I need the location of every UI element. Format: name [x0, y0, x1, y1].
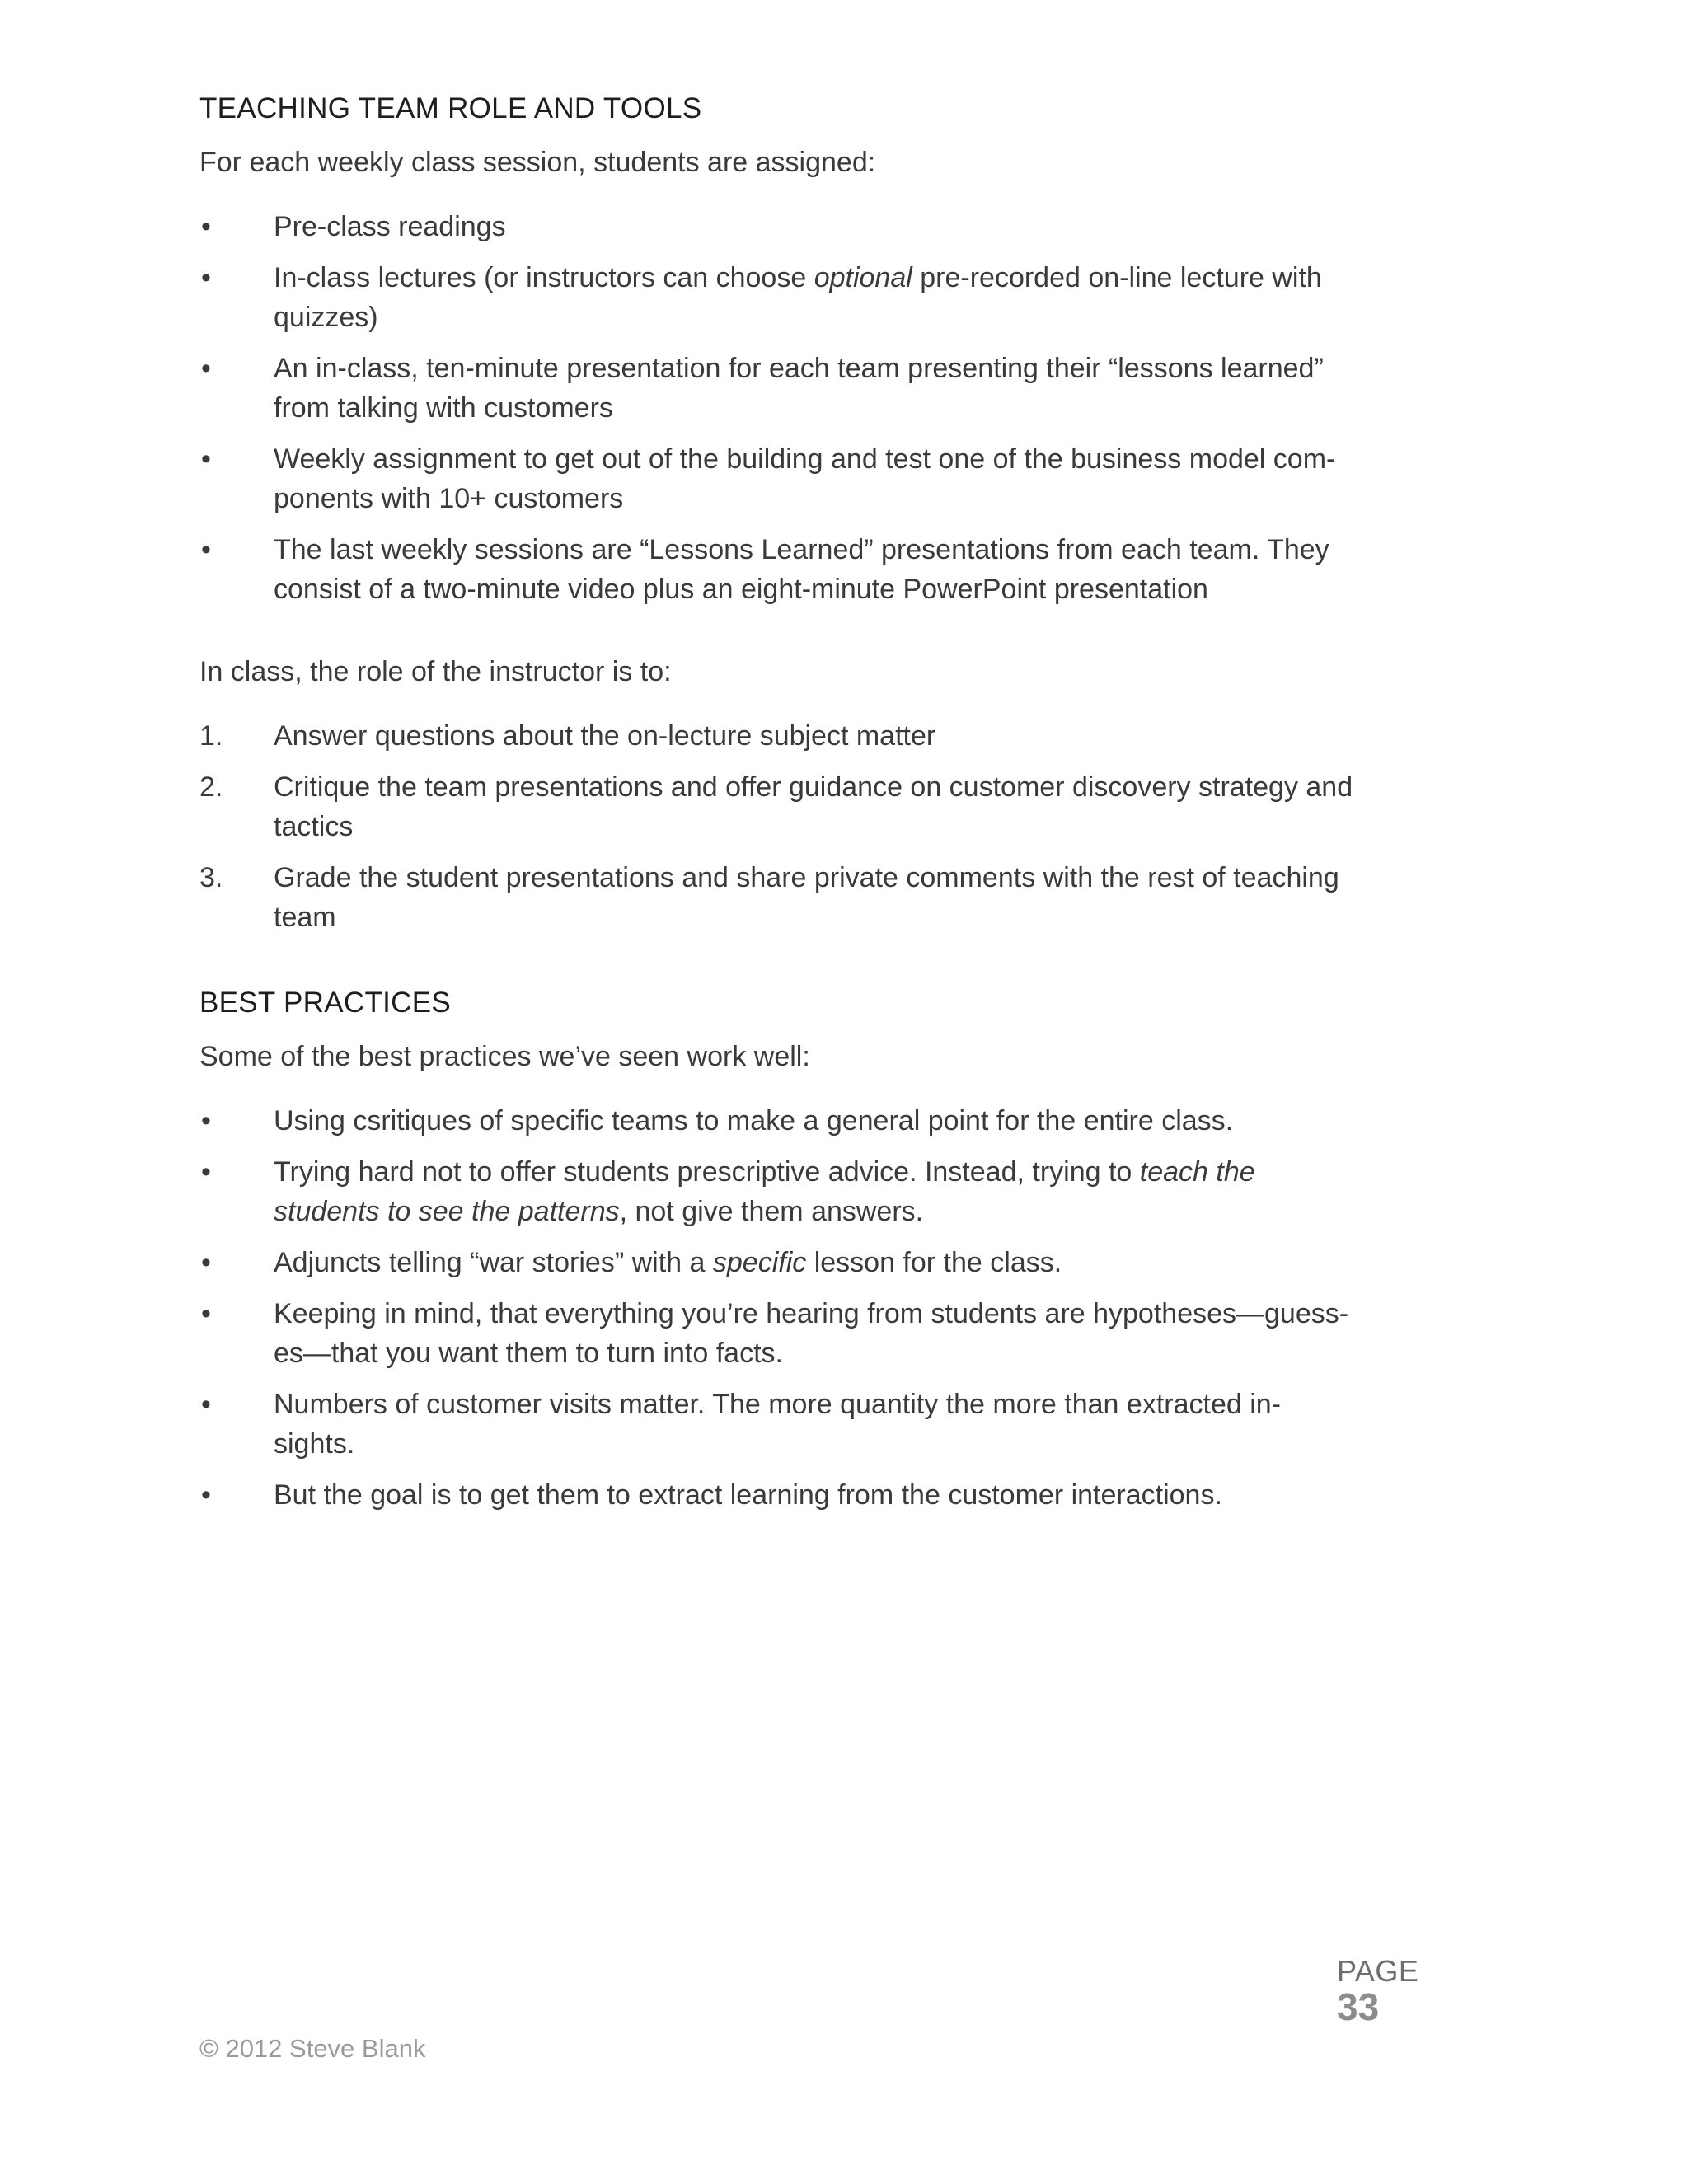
bullet-list-best-practices — [199, 1101, 1353, 1515]
bullet-marker: • — [201, 1298, 211, 1329]
list-item — [199, 207, 1353, 246]
page-label: PAGE — [1337, 1954, 1419, 1988]
list-item-text — [274, 211, 506, 242]
bullet-marker: • — [201, 1156, 211, 1188]
list-item-text — [274, 1105, 1233, 1137]
list-item-text: Answer questions about the on-lecture subject matter — [274, 720, 936, 752]
list-item-text — [274, 1247, 1062, 1278]
list-item-text — [274, 534, 1329, 605]
list-number: 2. — [199, 771, 223, 803]
text-run: pre-recorded on-line lecture with quizzes) — [274, 262, 1322, 333]
list-number: 1. — [199, 720, 223, 752]
text-run: Trying hard not to offer students prescriptive advice. Instead, trying to — [274, 1156, 1140, 1188]
copyright-notice: © 2012 Steve Blank — [199, 2034, 426, 2063]
list-item — [199, 858, 1353, 937]
list-item — [199, 1152, 1353, 1231]
list-item — [199, 716, 1353, 756]
list-item — [199, 1101, 1353, 1141]
text-run: Numbers of customer visits matter. The more quantity the more than extracted in-sights. — [274, 1389, 1281, 1460]
list-number: 3. — [199, 862, 223, 893]
spacer — [199, 621, 1353, 652]
list-item — [199, 1475, 1353, 1515]
list-item — [199, 1243, 1353, 1282]
list-item-text — [274, 1479, 1222, 1511]
bullet-marker: • — [201, 1389, 211, 1420]
numbered-list-instructor-role — [199, 716, 1353, 937]
list-item-text — [274, 1298, 1348, 1369]
list-item — [199, 349, 1353, 428]
list-item — [199, 530, 1353, 609]
bullet-marker: • — [201, 1105, 211, 1137]
bullet-marker: • — [201, 1247, 211, 1278]
list-item-text — [274, 1389, 1281, 1460]
list-item-text — [274, 353, 1324, 424]
page-number: 33 — [1337, 1985, 1380, 2028]
text-run: Pre-class readings — [274, 211, 506, 242]
text-run: The last weekly sessions are “Lessons Learned” presentations from each team. They consist of a two-minute video plus an eight-minute PowerPoint presentation — [274, 534, 1329, 605]
section-heading-teaching-team: TEACHING TEAM ROLE AND TOOLS — [199, 92, 702, 124]
text-run: Keeping in mind, that everything you’re hearing from students are hypotheses—guess-es—that you want them to turn into facts. — [274, 1298, 1349, 1369]
list-item — [199, 1385, 1353, 1464]
spacer — [199, 949, 1353, 983]
bullet-marker: • — [201, 1479, 211, 1511]
text-run: Using csritiques of specific teams to make a general point for the entire class. — [274, 1105, 1234, 1137]
section-intro-instructor-role: In class, the role of the instructor is to: — [199, 656, 672, 687]
list-item-text: Critique the team presentations and offer guidance on customer discovery strategy and tactics — [274, 771, 1353, 842]
text-run: But the goal is to get them to extract learning from the customer interactions. — [274, 1479, 1222, 1511]
list-item-text — [274, 262, 1322, 333]
list-item — [199, 439, 1353, 518]
bullet-marker: • — [201, 443, 211, 475]
list-item-text: Grade the student presentations and share private comments with the rest of teaching team — [274, 862, 1339, 933]
bullet-marker: • — [201, 211, 211, 242]
emphasis-text: specific — [712, 1247, 807, 1278]
text-run: An in-class, ten-minute presentation for each team presenting their “lessons learned” from talking with customers — [274, 353, 1324, 424]
list-item-text — [274, 443, 1335, 514]
text-run: lesson for the class. — [806, 1247, 1062, 1278]
text-run: In-class lectures (or instructors can choose — [274, 262, 814, 293]
list-item — [199, 767, 1353, 846]
text-run: , not give them answers. — [619, 1196, 924, 1227]
text-run: Adjuncts telling “war stories” with a — [274, 1247, 713, 1278]
list-item — [199, 1294, 1353, 1373]
section-heading-best-practices: BEST PRACTICES — [199, 987, 452, 1019]
page-content — [199, 89, 1353, 1526]
bullet-marker: • — [201, 353, 211, 384]
bullet-list-assignments — [199, 207, 1353, 609]
section-intro-teaching-team: For each weekly class session, students are assigned: — [199, 147, 876, 178]
bullet-marker: • — [201, 534, 211, 565]
text-run: Weekly assignment to get out of the building and test one of the business model com-ponents with 10+ customers — [274, 443, 1336, 514]
emphasis-text: teach the students to see the patterns — [274, 1156, 1255, 1227]
list-item — [199, 258, 1353, 337]
section-intro-best-practices: Some of the best practices we’ve seen work well: — [199, 1041, 810, 1072]
emphasis-text: optional — [814, 262, 912, 293]
list-item-text — [274, 1156, 1255, 1227]
bullet-marker: • — [201, 262, 211, 293]
